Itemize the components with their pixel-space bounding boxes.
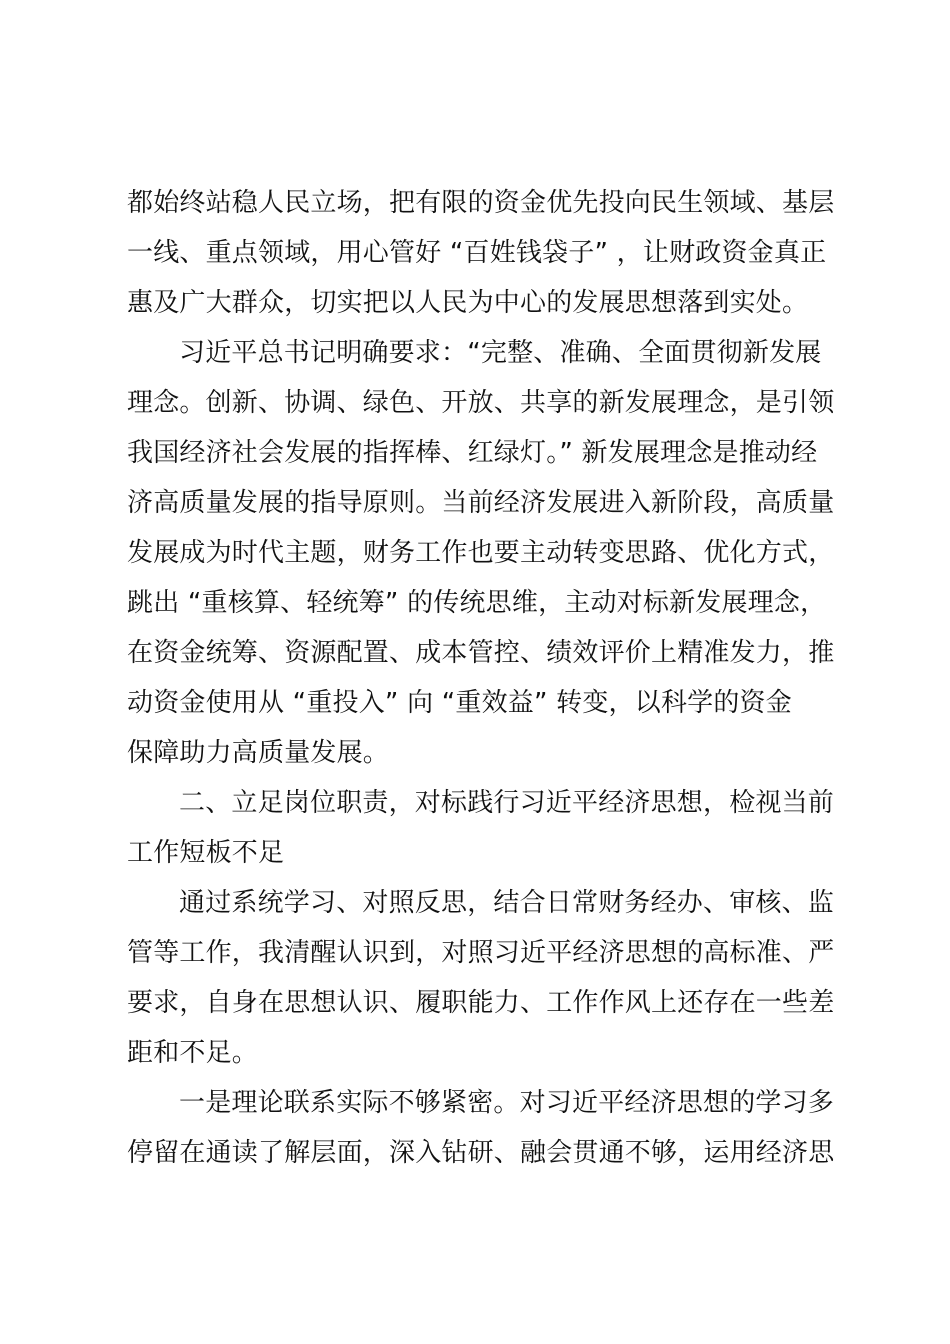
- text-line: 理念。创新、协调、绿色、开放、共享的新发展理念，是引领: [127, 388, 835, 418]
- text-line: 都始终站稳人民立场，把有限的资金优先投向民生领域、基层: [127, 188, 835, 218]
- text-line: 停留在通读了解层面，深入钻研、融会贯通不够，运用经济思: [127, 1138, 835, 1168]
- document-body: [127, 178, 833, 1178]
- text-line: 一是理论联系实际不够紧密。对习近平经济思想的学习多: [179, 1088, 835, 1118]
- text-line: 保障助力高质量发展。: [127, 738, 390, 768]
- section-heading: [127, 778, 833, 878]
- text-line: 习近平总书记明确要求：“完整、准确、全面贯彻新发展: [179, 338, 822, 368]
- text-line: 发展成为时代主题，财务工作也要主动转变思路、优化方式，: [127, 538, 835, 568]
- text-line: 我国经济社会发展的指挥棒、红绿灯。” 新发展理念是推动经: [127, 438, 818, 468]
- text-line: 动资金使用从 “重投入” 向 “重效益” 转变，以科学的资金: [127, 688, 792, 718]
- paragraph-1: [127, 178, 833, 328]
- text-line: 济高质量发展的指导原则。当前经济发展进入新阶段，高质量: [127, 488, 835, 518]
- text-line: 管等工作，我清醒认识到，对照习近平经济思想的高标准、严: [127, 938, 835, 968]
- text-line: 要求，自身在思想认识、履职能力、工作作风上还存在一些差: [127, 988, 835, 1018]
- text-line: 在资金统筹、资源配置、成本管控、绩效评价上精准发力，推: [127, 638, 835, 668]
- text-line: 跳出 “重核算、轻统筹” 的传统思维，主动对标新发展理念，: [127, 588, 827, 618]
- paragraph-4: [127, 878, 833, 1078]
- text-line: 通过系统学习、对照反思，结合日常财务经办、审核、监: [179, 888, 835, 918]
- paragraph-5: [127, 1078, 833, 1178]
- heading-line: 工作短板不足: [127, 838, 285, 868]
- heading-line: 二、立足岗位职责，对标践行习近平经济思想，检视当前: [179, 788, 835, 818]
- text-line: 惠及广大群众，切实把以人民为中心的发展思想落到实处。: [127, 288, 809, 318]
- paragraph-2: [127, 328, 833, 778]
- text-line: 一线、重点领域，用心管好 “百姓钱袋子” ，让财政资金真正: [127, 238, 827, 268]
- text-line: 距和不足。: [127, 1038, 259, 1068]
